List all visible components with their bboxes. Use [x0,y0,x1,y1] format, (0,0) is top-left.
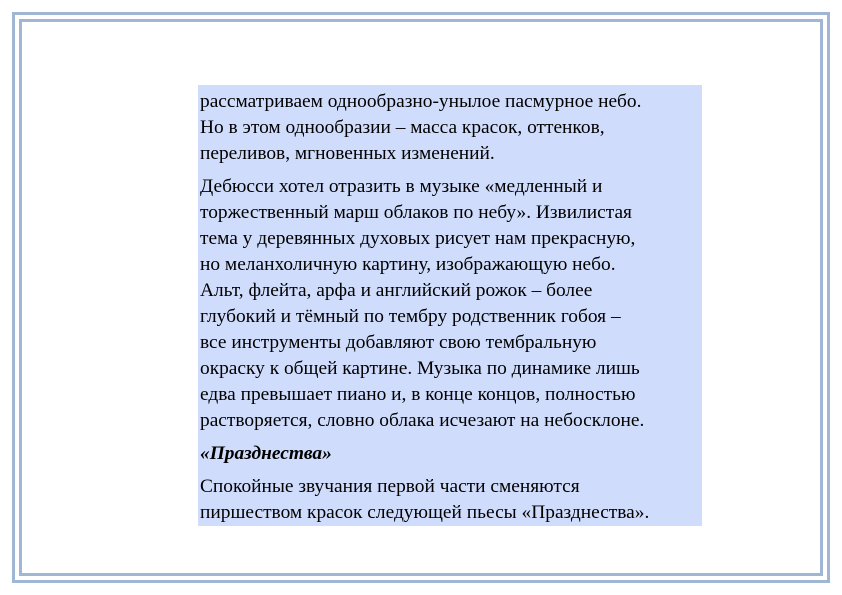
text-block [198,85,702,526]
paragraph-debussy-clouds: Дебюсси хотел отразить в музыке «медленный и торжественный марш облаков по небу». Извилистая тема у деревянных духовых рисует нам прекрасную, но меланхоличную картину, изображающую небо. Альт, флейта, арфа и английский рожок – более глубокий и тёмный по тембру родственник гобоя – все инструменты добавляют свою тембральную окраску к общей картине. Музыка по динамике лишь едва превышает пиано и, в конце концов, полностью растворяется, словно облака исчезают на небосклоне. [200,176,645,431]
paragraph-sky-description: рассматриваем однообразно-унылое пасмурное небо. Но в этом однообразии – масса красок, оттенков, переливов, мгновенных изменений. [200,91,642,164]
paragraph-festivals: Спокойные звучания первой части сменяются пиршеством красок следующей пьесы «Празднества». [200,476,650,523]
section-heading-festivals: «Празднества» [200,443,332,464]
